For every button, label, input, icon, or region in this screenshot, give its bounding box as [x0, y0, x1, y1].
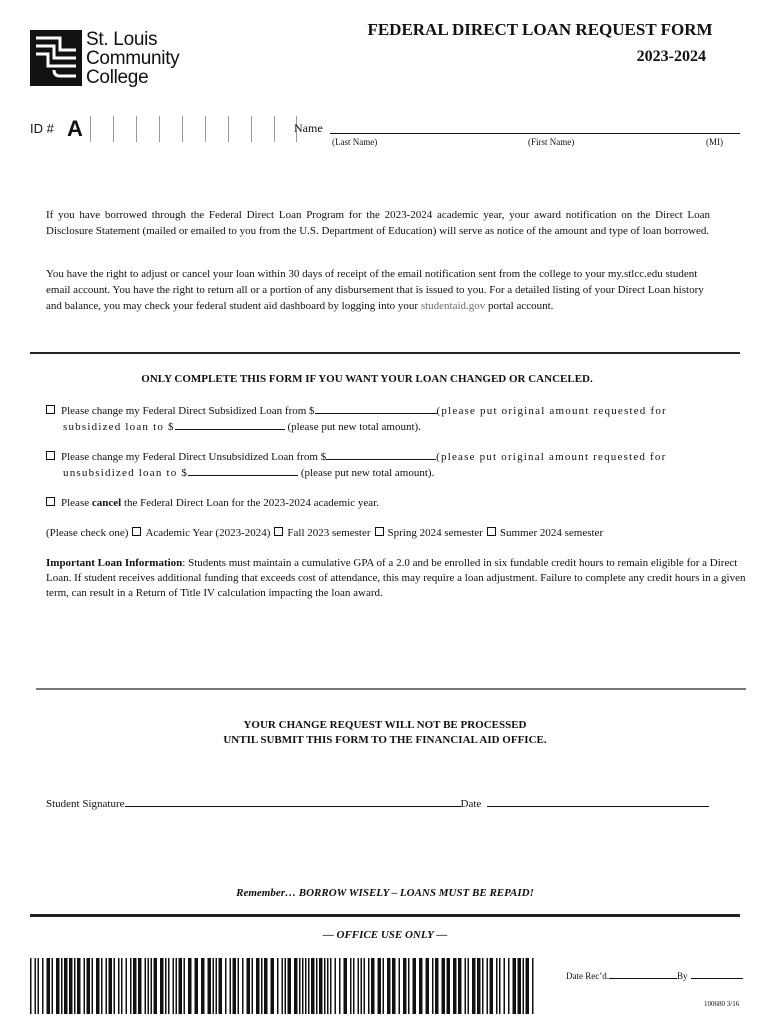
- rights-text: You have the right to adjust or cancel your loan within 30 days of receipt of the email notification sent from the college to your my.stlcc.edu student email account. You have the right to return all or a portion of any disbursement that is issued to you. For a detailed listing of your Direct Loan history and balance, you may check your federal student aid dashboard by logging into your: [46, 268, 704, 312]
- cancel-text-end: the Federal Direct Loan for the 2023-2024 academic year.: [121, 497, 379, 509]
- date-received-field[interactable]: [609, 970, 677, 979]
- subsidized-new-note: (please put new total amount).: [284, 421, 421, 433]
- signature-field[interactable]: [125, 796, 461, 807]
- unsubsidized-new-amount-field[interactable]: [188, 465, 298, 476]
- date-field[interactable]: [487, 796, 709, 807]
- signature-row: [46, 796, 709, 810]
- spring-label: Spring 2024 semester: [387, 527, 483, 539]
- important-text: : Students must maintain a cumulative GPA of a 2.0 and be enrolled in six fundable credit hours to remain eligible for a Direct Loan. If student receives additional funding that exceeds cost of attendance, this may require a loan adjustment. Failure to complete any credit hours in a given term, can result in a Return of Title IV calculation impacting the loan award.: [46, 557, 746, 599]
- summer-label: Summer 2024 semester: [499, 527, 604, 539]
- barcode-icon: [30, 958, 540, 1014]
- section-divider: [30, 914, 740, 917]
- academic-year-label: Academic Year (2023-2024): [145, 527, 271, 539]
- college-name-line1: St. Louis: [86, 29, 158, 50]
- id-input[interactable]: [60, 116, 297, 142]
- check-one-label: (Please check one): [46, 527, 129, 539]
- subsidized-original-note: (please put original amount requested for: [436, 405, 667, 417]
- college-name: [86, 30, 179, 87]
- id-digit-box[interactable]: [90, 116, 113, 142]
- processing-notice: [0, 718, 770, 748]
- rights-paragraph: [46, 266, 710, 314]
- name-label: Name: [294, 121, 323, 135]
- unsubsidized-new-note: (please put new total amount).: [298, 467, 435, 479]
- last-name-label: (Last Name): [332, 137, 378, 147]
- id-digit-box[interactable]: [136, 116, 159, 142]
- unsubsidized-original-amount-field[interactable]: [326, 449, 436, 460]
- unsubsidized-checkbox[interactable]: [46, 451, 55, 460]
- id-digit-box[interactable]: [113, 116, 136, 142]
- option-subsidized: [46, 403, 726, 435]
- remember-slogan: Remember… BORROW WISELY – LOANS MUST BE REPAID!: [236, 887, 534, 899]
- summer-checkbox[interactable]: [487, 527, 496, 536]
- cancel-checkbox[interactable]: [46, 497, 55, 506]
- important-heading: Important Loan Information: [46, 557, 183, 569]
- form-code: 100680 3/16: [704, 1000, 740, 1008]
- processing-notice-line1: YOUR CHANGE REQUEST WILL NOT BE PROCESSED: [243, 719, 527, 731]
- id-digit-box[interactable]: [205, 116, 228, 142]
- office-date-received: [566, 970, 743, 981]
- id-digit-box[interactable]: [251, 116, 274, 142]
- spring-checkbox[interactable]: [375, 527, 384, 536]
- fall-label: Fall 2023 semester: [287, 527, 371, 539]
- by-label: By: [676, 971, 688, 981]
- term-selection: [46, 527, 603, 539]
- fall-checkbox[interactable]: [274, 527, 283, 536]
- form-year: 2023-2024: [636, 48, 706, 65]
- id-label: ID #: [30, 121, 54, 136]
- cancel-text-bold: cancel: [91, 497, 122, 509]
- id-digit-box[interactable]: [182, 116, 205, 142]
- notice-paragraph: If you have borrowed through the Federal Direct Loan Program for the 2023-2024 academic year, your award notification on the Direct Loan Disclosure Statement (mailed or emailed to you from the U.S. Department of Education) will serve as notice of the amount and type of loan borrowed.: [46, 209, 710, 237]
- unsubsidized-original-note: (please put original amount requested for: [436, 451, 667, 463]
- subsidized-new-text: subsidized loan to $: [63, 421, 175, 433]
- subsidized-checkbox[interactable]: [46, 405, 55, 414]
- rights-text-end: portal account.: [485, 300, 554, 312]
- form-title: FEDERAL DIRECT LOAN REQUEST FORM: [367, 20, 713, 39]
- id-digit-box[interactable]: [159, 116, 182, 142]
- important-loan-info: [46, 556, 750, 601]
- option-cancel: [46, 495, 726, 511]
- studentaid-link[interactable]: studentaid.gov: [420, 300, 486, 312]
- subsidized-text: Please change my Federal Direct Subsidized Loan from $: [61, 405, 315, 417]
- name-input[interactable]: [330, 133, 740, 134]
- processing-notice-line2: UNTIL SUBMIT THIS FORM TO THE FINANCIAL AID OFFICE.: [223, 734, 547, 746]
- by-field[interactable]: [691, 970, 743, 979]
- unsubsidized-text: Please change my Federal Direct Unsubsidized Loan from $: [61, 451, 327, 463]
- subsidized-new-amount-field[interactable]: [175, 419, 285, 430]
- office-use-heading: — OFFICE USE ONLY —: [322, 929, 448, 941]
- id-prefix: A: [67, 116, 83, 141]
- subsidized-original-amount-field[interactable]: [315, 403, 437, 414]
- college-name-line3: College: [86, 67, 149, 88]
- academic-year-checkbox[interactable]: [132, 527, 141, 536]
- college-name-line2: Community: [86, 48, 180, 69]
- signature-label: Student Signature: [46, 798, 125, 810]
- cancel-text: Please: [61, 497, 92, 509]
- unsubsidized-new-text: unsubsidized loan to $: [63, 467, 189, 479]
- middle-initial-label: (MI): [706, 137, 723, 147]
- option-unsubsidized: [46, 449, 726, 481]
- date-received-label: Date Rec’d.: [566, 971, 609, 981]
- id-digit-box[interactable]: [228, 116, 251, 142]
- only-complete-heading: ONLY COMPLETE THIS FORM IF YOU WANT YOUR LOAN CHANGED OR CANCELED.: [141, 373, 593, 385]
- first-name-label: (First Name): [528, 137, 575, 147]
- section-divider: [36, 688, 746, 690]
- date-label: Date: [460, 798, 482, 810]
- section-divider: [30, 352, 740, 354]
